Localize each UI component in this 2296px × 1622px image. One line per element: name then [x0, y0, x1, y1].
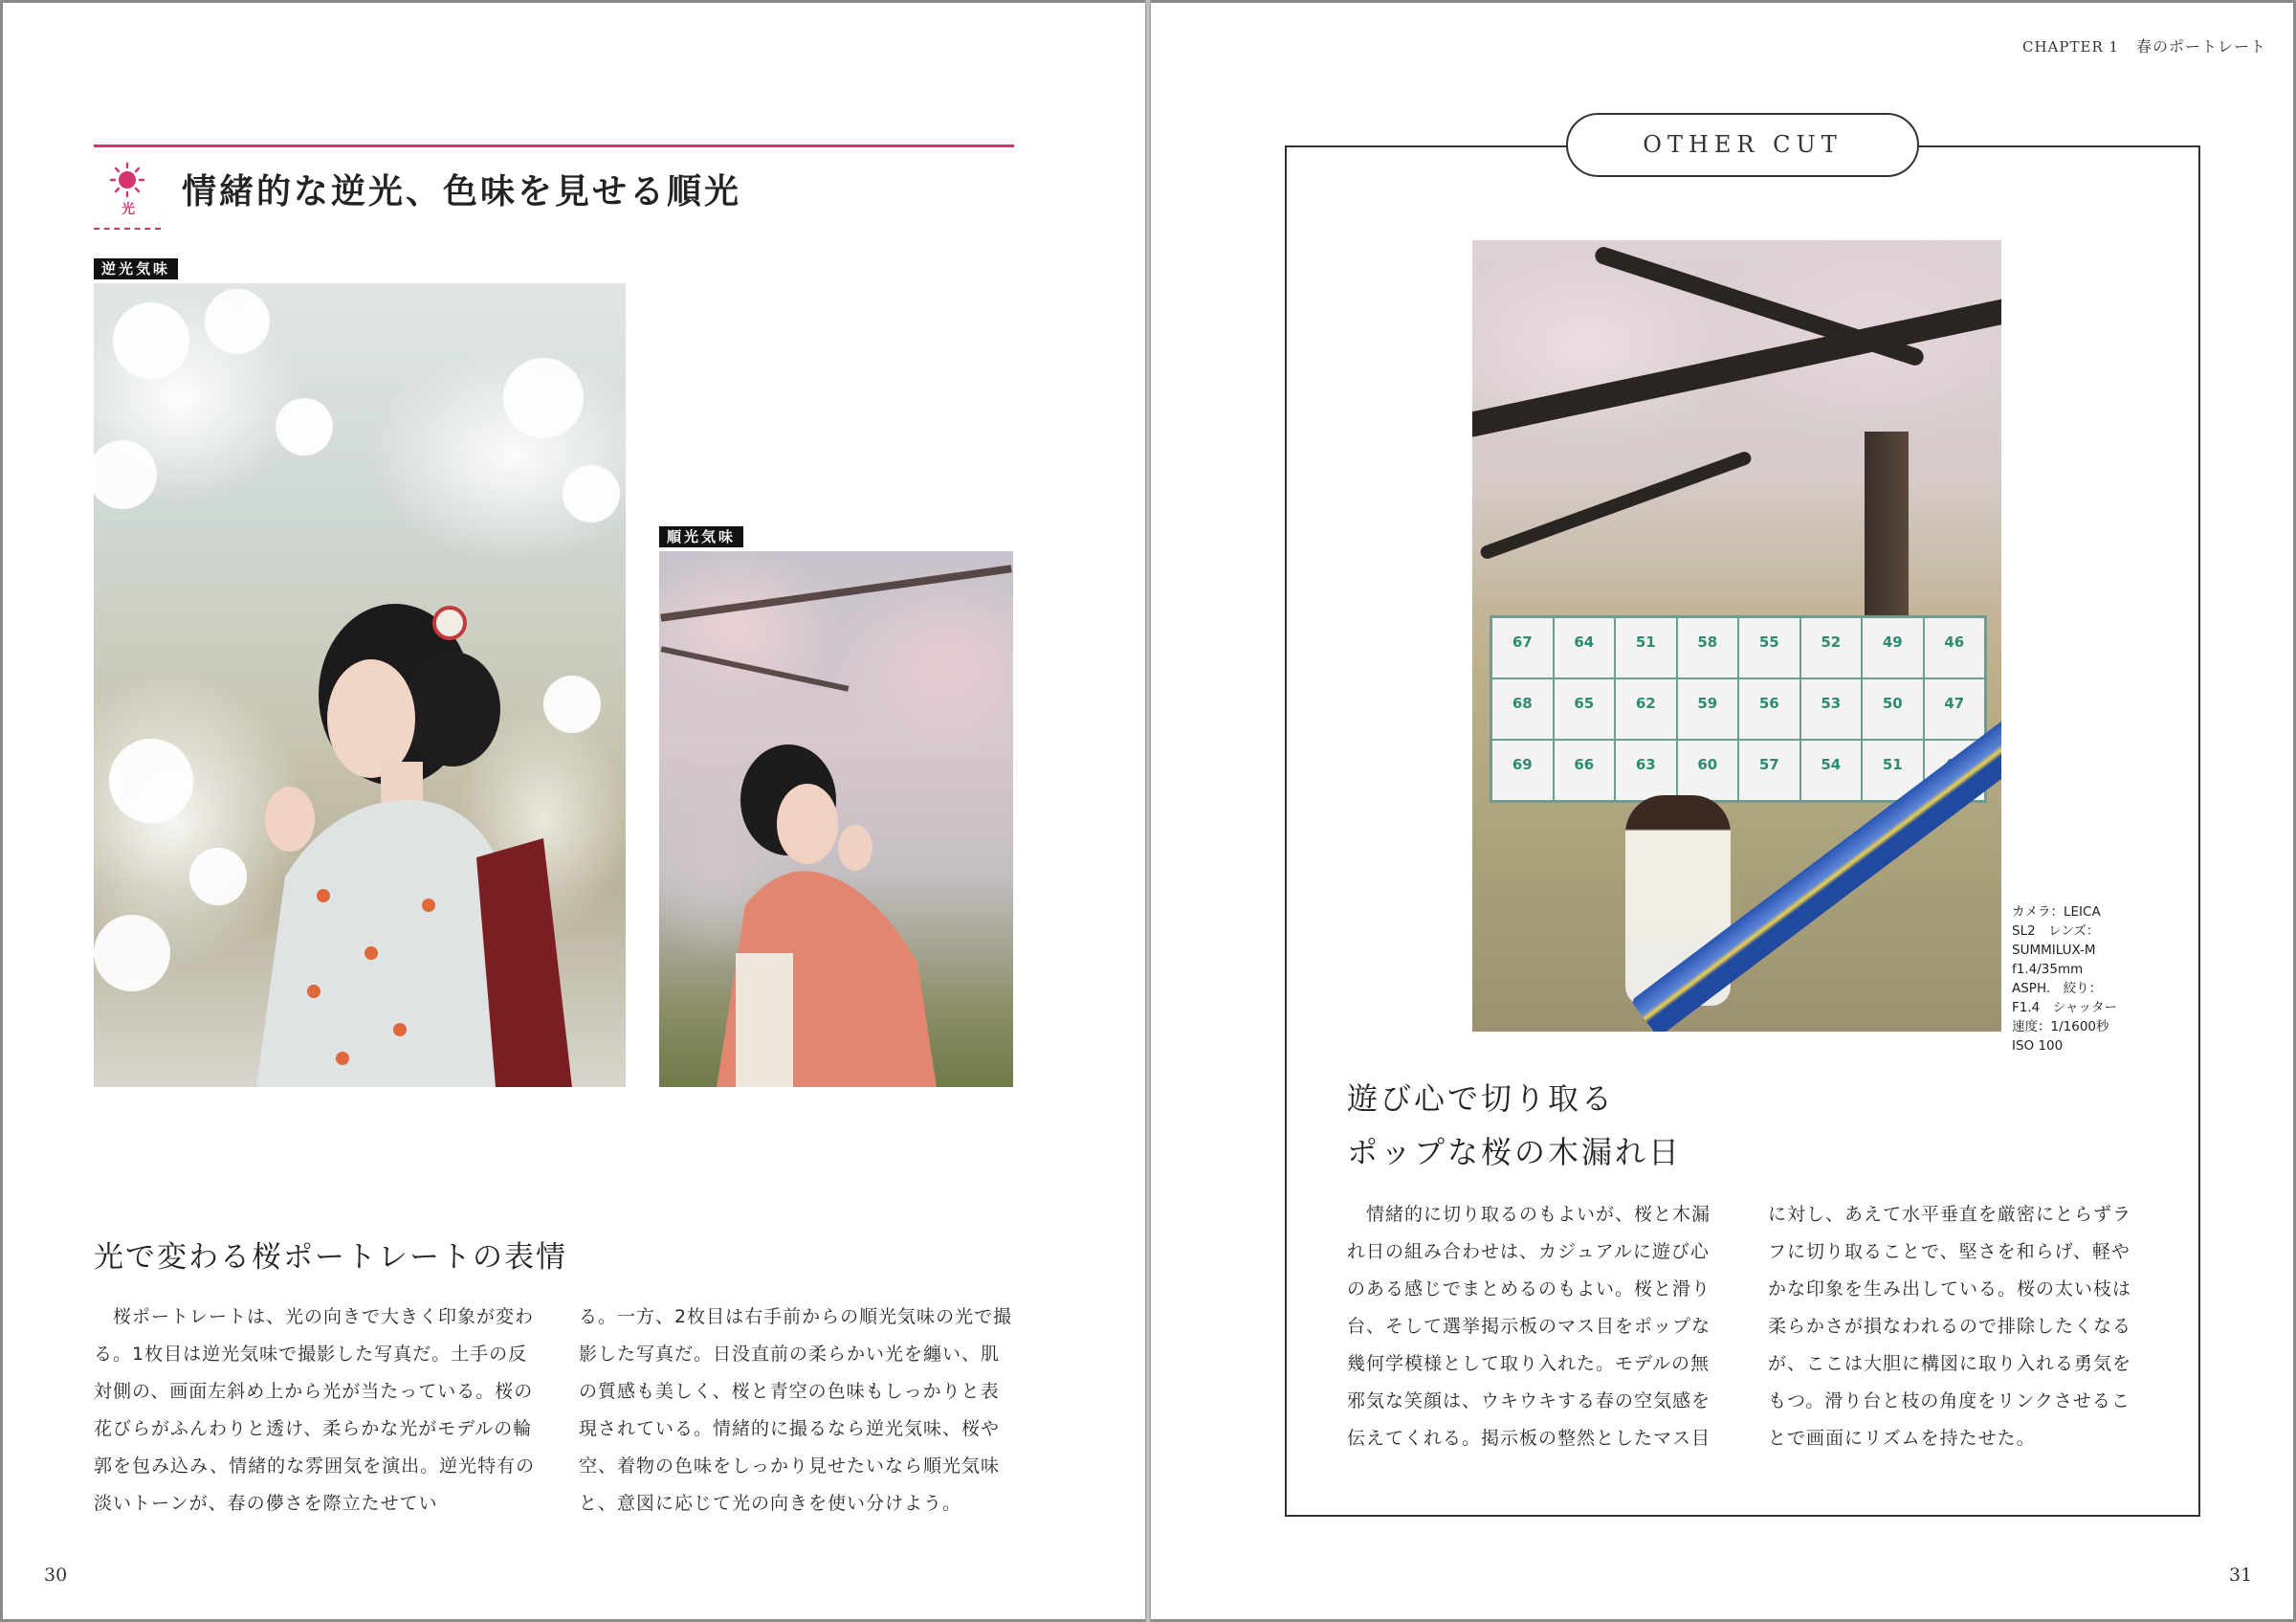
board-cell: 55: [1738, 617, 1800, 678]
photo-caption: カメラ：LEICA SL2 レンズ：SUMMILUX-M f1.4/35mm ASPH. 絞り：F1.4 シャッター速度：1/1600秒 ISO 100: [2012, 904, 2122, 1054]
running-head-title: 春のポートレート: [2136, 37, 2267, 56]
page-title: 情緒的な逆光、色味を見せる順光: [182, 172, 742, 211]
election-board: [1490, 615, 1987, 803]
board-cell: 54: [1800, 740, 1863, 801]
page-number-left: 30: [44, 1565, 68, 1586]
other-cut-badge: OTHER CUT: [1566, 113, 1919, 177]
dashed-rule: [94, 228, 161, 230]
frontlight-photo-figure: [659, 551, 1013, 1087]
sun-label: 光: [121, 202, 135, 217]
photo-branch: [1472, 296, 2001, 439]
board-cell: 62: [1615, 678, 1677, 740]
board-cell: 52: [1800, 617, 1863, 678]
page-number-right: 31: [2229, 1565, 2253, 1586]
backlight-photo-figure: [94, 283, 626, 1087]
frontlight-photo: [659, 551, 1013, 1087]
board-cell: 46: [1924, 617, 1986, 678]
board-cell: 51: [1862, 740, 1924, 801]
board-cell: 68: [1491, 678, 1554, 740]
other-cut-heading-line-2: ポップな桜の木漏れ日: [1347, 1134, 1683, 1170]
section-subheading: 光で変わる桜ポートレートの表情: [94, 1240, 567, 1275]
backlight-photo: [94, 283, 626, 1087]
other-cut-heading-line-1: 遊び心で切り取る: [1347, 1080, 1616, 1117]
board-cell: 56: [1738, 678, 1800, 740]
frontlight-tag: 順光気味: [659, 526, 743, 547]
board-cell: 63: [1615, 740, 1677, 801]
board-cell: 58: [1677, 617, 1739, 678]
running-head-chapter: CHAPTER 1: [2022, 38, 2120, 56]
body-text-column-1: 桜ポートレートは、光の向きで大きく印象が変わる。1枚目は逆光気味で撮影した写真だ。土手の反対側の、画面左斜め上から光が当たっている。桜の花びらがふんわりと透け、柔らかな光がモデルの輪郭を包み込み、情緒的な雰囲気を演出。逆光特有の淡いトーンが、春の儚さを際立たせてい: [94, 1306, 536, 1514]
board-cell: 47: [1924, 678, 1986, 740]
other-cut-text-column-1: 情緒的に切り取るのもよいが、桜と木漏れ日の組み合わせは、カジュアルに遊び心のある感じでまとめるのもよい。桜と滑り台、そして選挙掲示板のマス目をポップな幾何学模様として取り入れた。モデルの無邪気な笑顔は、ウキウキする春の空気感を伝えてくれる。掲示板の整然としたマス目: [1347, 1204, 1711, 1449]
board-cell: 49: [1862, 617, 1924, 678]
book-gutter: [1145, 0, 1151, 1622]
board-cell: 59: [1677, 678, 1739, 740]
other-cut-text-column-2: に対し、あえて水平垂直を厳密にとらずラフに切り取ることで、堅さを和らげ、軽やかな印象を生み出している。桜の太い枝は柔らかさが損なわれるので排除したくなるが、ここは大胆に構図に取り入れる勇気をもつ。滑り台と枝の角度をリンクさせることで画面にリズムを持たせた。: [1768, 1204, 2132, 1449]
body-text-column-2: る。一方、2枚目は右手前からの順光気味の光で撮影した写真だ。日没直前の柔らかい光を纏い、肌の質感も美しく、桜と青空の色味もしっかりと表現されている。情緒的に撮るなら逆光気味、桜や空、着物の色味をしっかり見せたいなら順光気味と、意図に応じて光の向きを使い分けよう。: [579, 1306, 1013, 1514]
board-cell: 67: [1491, 617, 1554, 678]
photo-branch: [1479, 450, 1754, 561]
heading-rule: [94, 144, 1014, 147]
running-head: [2022, 34, 2266, 56]
board-cell: 51: [1615, 617, 1677, 678]
board-cell: 69: [1491, 740, 1554, 801]
board-cell: 60: [1677, 740, 1739, 801]
board-cell: 53: [1800, 678, 1863, 740]
backlight-tag: 逆光気味: [94, 258, 178, 279]
board-cell: 65: [1554, 678, 1616, 740]
slide-photo: [1472, 240, 2001, 1032]
sun-icon: [109, 162, 145, 198]
board-cell: 50: [1862, 678, 1924, 740]
board-cell: 66: [1554, 740, 1616, 801]
board-cell: 57: [1738, 740, 1800, 801]
photo-branch: [1593, 245, 1926, 367]
board-cell: 64: [1554, 617, 1616, 678]
other-cut-heading: [1347, 1072, 1682, 1179]
